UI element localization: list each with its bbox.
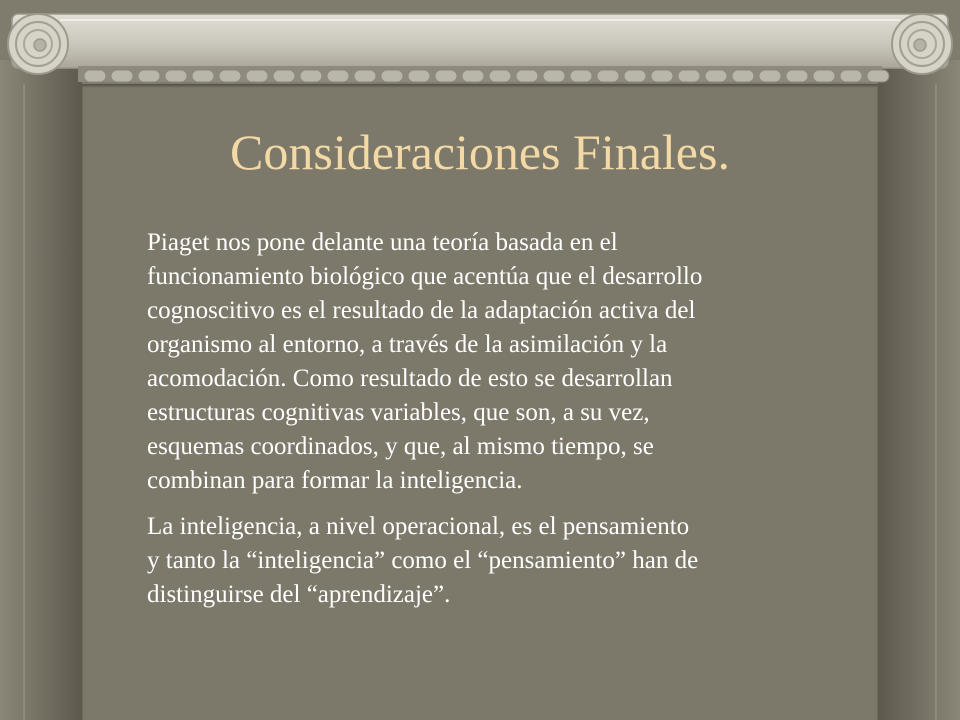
paragraph-2: La inteligencia, a nivel operacional, es el pensamiento y tanto la “inteligencia” como el “pensamiento” han de distinguirse del “aprendizaje”. bbox=[147, 513, 699, 608]
dentil bbox=[111, 70, 133, 82]
dentil bbox=[813, 70, 835, 82]
dentil bbox=[543, 70, 565, 82]
dentil bbox=[570, 70, 592, 82]
dentil bbox=[678, 70, 700, 82]
dentil bbox=[840, 70, 862, 82]
dentil bbox=[246, 70, 268, 82]
slide-body bbox=[147, 226, 867, 624]
dentil bbox=[435, 70, 457, 82]
dentil bbox=[300, 70, 322, 82]
dentil bbox=[273, 70, 295, 82]
dentil bbox=[732, 70, 754, 82]
left-scroll-ornament bbox=[8, 14, 68, 74]
dentil bbox=[408, 70, 430, 82]
dentil bbox=[381, 70, 403, 82]
dentil bbox=[786, 70, 808, 82]
slide-title: Consideraciones Finales. bbox=[230, 124, 730, 180]
dentil bbox=[624, 70, 646, 82]
dentil bbox=[597, 70, 619, 82]
dentil bbox=[354, 70, 376, 82]
dentil bbox=[138, 70, 160, 82]
dentil bbox=[462, 70, 484, 82]
right-scroll-ornament bbox=[892, 14, 952, 74]
dentil bbox=[489, 70, 511, 82]
dentil bbox=[192, 70, 214, 82]
dentil bbox=[705, 70, 727, 82]
dentil bbox=[867, 70, 889, 82]
dentil bbox=[516, 70, 538, 82]
dentil bbox=[327, 70, 349, 82]
dentil bbox=[219, 70, 241, 82]
dentil bbox=[165, 70, 187, 82]
dentil bbox=[84, 70, 106, 82]
dentil bbox=[651, 70, 673, 82]
paragraph-1: Piaget nos pone delante una teoría basada en el funcionamiento biológico que acentúa que el desarrollo cognoscitivo es el resultado de la adaptación activa del organismo al entorno, a través de la asimilación y la acomodación. Como resultado de esto se desarrollan estructuras cognitivas variables, que son, a su vez, esquemas coordinados, y que, al mismo tiempo, se combinan para formar la inteligencia. bbox=[147, 229, 703, 494]
dentil bbox=[759, 70, 781, 82]
